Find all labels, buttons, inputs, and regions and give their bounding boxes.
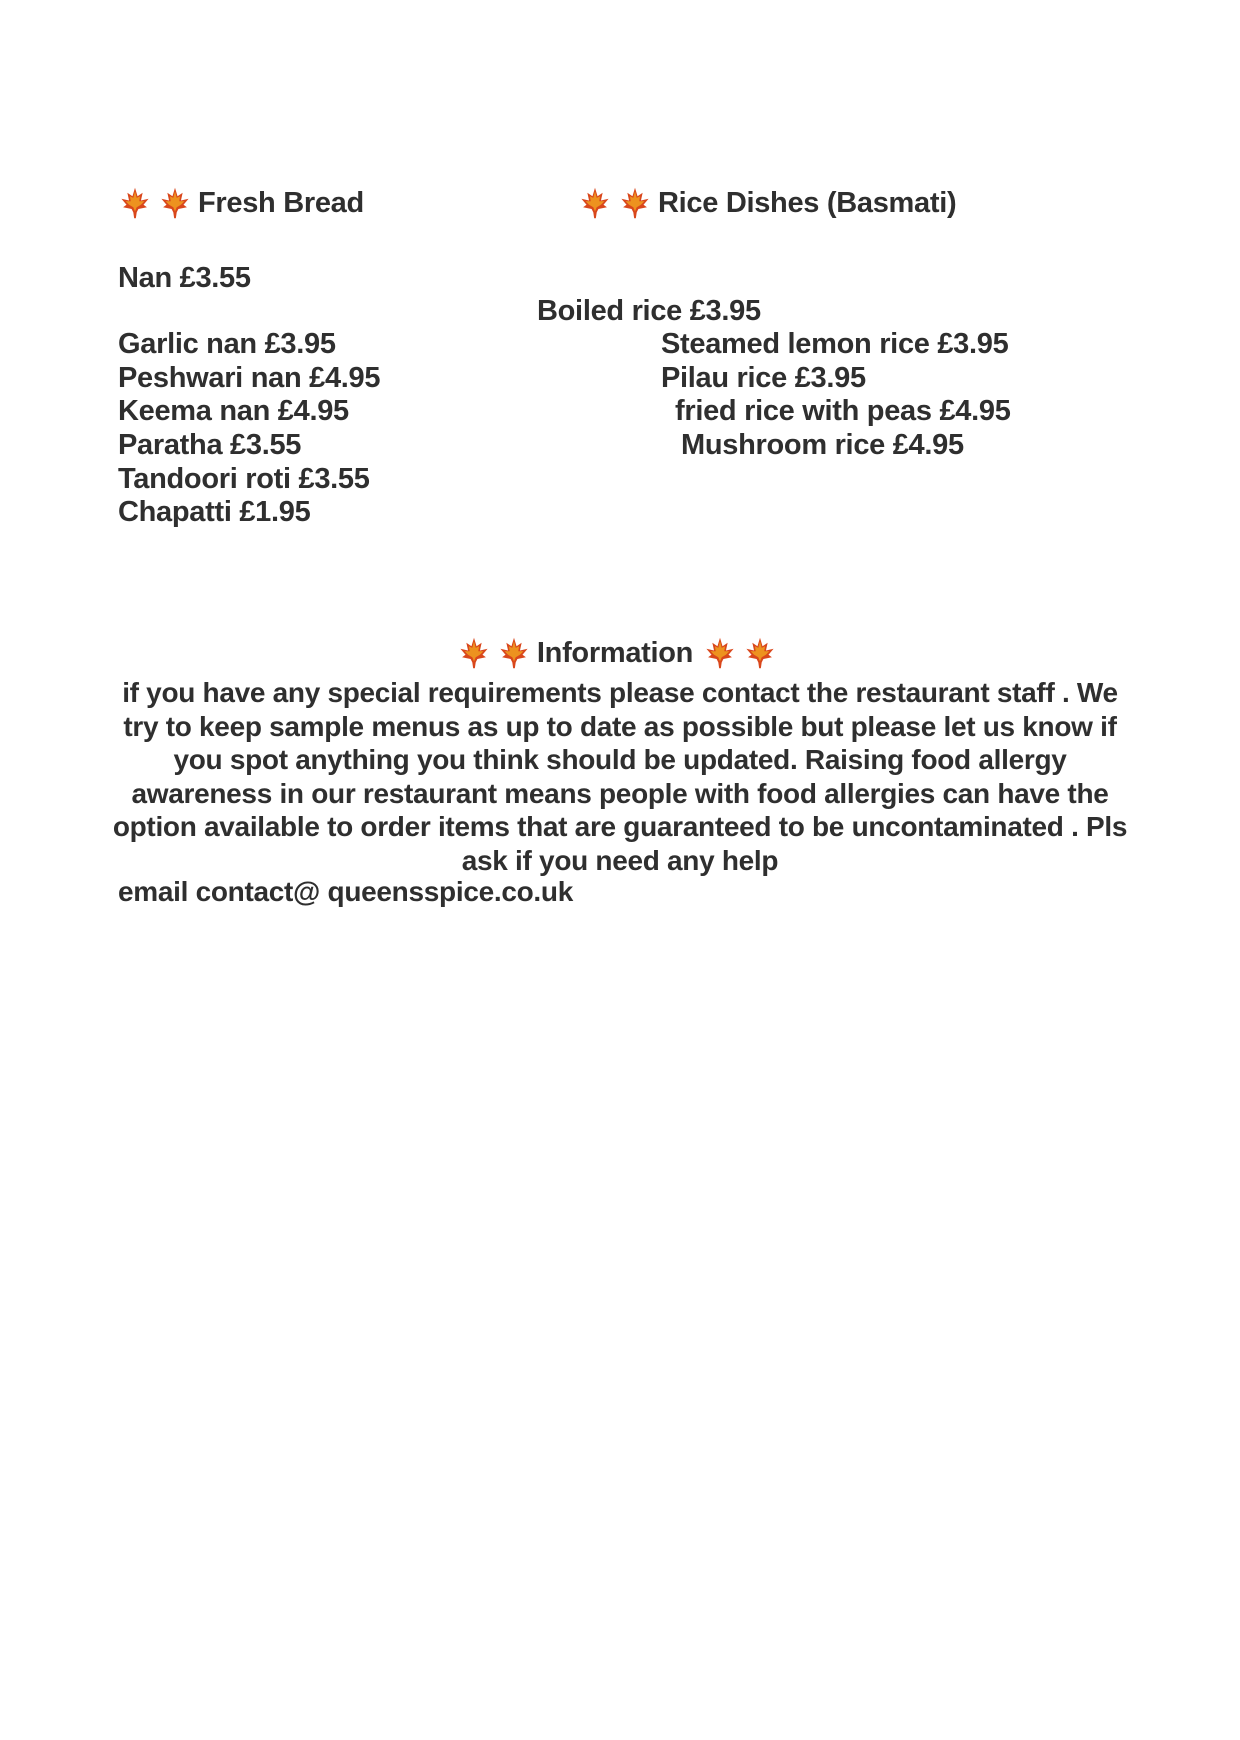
bread-heading: [118, 186, 364, 220]
rice-item: Mushroom rice £4.95: [681, 429, 964, 461]
maple-leaf-icon: [618, 186, 652, 220]
rice-item: fried rice with peas £4.95: [675, 395, 1011, 427]
rice-heading: [578, 186, 956, 220]
bread-item: Peshwari nan £4.95: [118, 362, 381, 394]
information-body: if you have any special requirements please contact the restaurant staff . We try to keep sample menus as up to date as possible but please let us know if you spot anything you think should be updated. Raising food allergy awareness in our restaurant means people with food allergies can have the option available to order items that are guaranteed to be uncontaminated . Pls ask if you need any help: [112, 677, 1128, 876]
maple-leaf-icon: [703, 636, 737, 670]
information-heading-text: Information: [536, 636, 694, 669]
rice-heading-text: Rice Dishes (Basmati): [658, 186, 957, 219]
rice-item: Boiled rice £3.95: [537, 295, 761, 327]
maple-leaf-icon: [457, 636, 491, 670]
contact-email: email contact@ queensspice.co.uk: [118, 876, 573, 907]
bread-item: Nan £3.55: [118, 262, 251, 294]
bread-item: Tandoori roti £3.55: [118, 463, 370, 495]
maple-leaf-icon: [158, 186, 192, 220]
information-heading: [0, 636, 1240, 670]
bread-item: Garlic nan £3.95: [118, 328, 336, 360]
maple-leaf-icon: [118, 186, 152, 220]
maple-leaf-icon: [578, 186, 612, 220]
bread-item: Chapatti £1.95: [118, 496, 311, 528]
maple-leaf-icon: [743, 636, 777, 670]
bread-item: Keema nan £4.95: [118, 395, 349, 427]
bread-heading-text: Fresh Bread: [198, 186, 364, 219]
maple-leaf-icon: [497, 636, 531, 670]
rice-item: Steamed lemon rice £3.95: [661, 328, 1009, 360]
rice-item: Pilau rice £3.95: [661, 362, 866, 394]
bread-item: Paratha £3.55: [118, 429, 302, 461]
